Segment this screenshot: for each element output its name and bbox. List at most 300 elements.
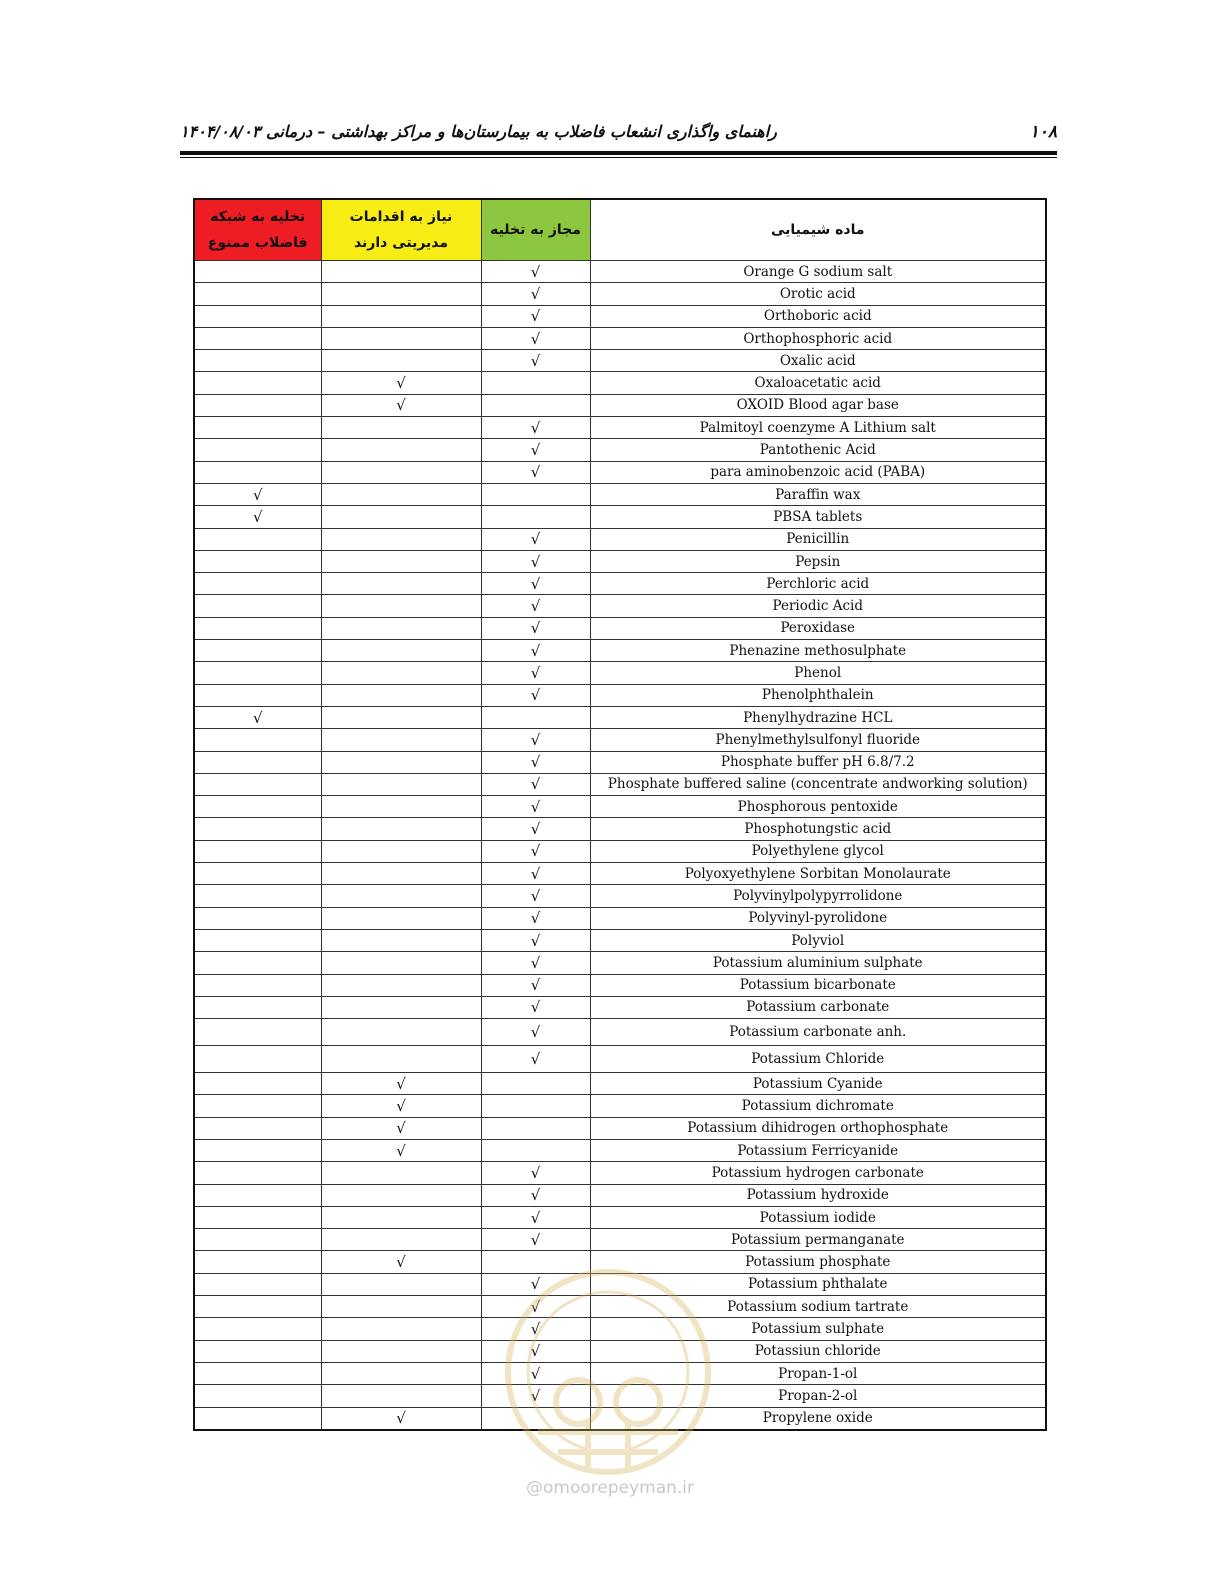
check-mark: √ <box>530 1050 541 1069</box>
check-cell-manage <box>321 573 481 595</box>
check-cell-banned <box>194 617 321 639</box>
check-cell-allowed <box>481 1385 590 1407</box>
table-row <box>194 1073 1046 1095</box>
check-cell-manage <box>321 840 481 862</box>
check-cell-manage <box>321 796 481 818</box>
chemical-name-cell: Pantothenic Acid <box>590 439 1046 461</box>
check-cell-banned <box>194 1073 321 1095</box>
check-cell-manage <box>321 372 481 394</box>
check-cell-allowed <box>481 1318 590 1340</box>
check-cell-manage <box>321 729 481 751</box>
check-cell-manage <box>321 1139 481 1161</box>
check-cell-allowed <box>481 751 590 773</box>
check-cell-manage <box>321 907 481 929</box>
check-mark: √ <box>396 1141 406 1160</box>
table-row <box>194 996 1046 1018</box>
check-cell-allowed <box>481 863 590 885</box>
check-cell-manage <box>321 1251 481 1273</box>
check-cell-banned <box>194 929 321 951</box>
check-cell-allowed <box>481 1340 590 1362</box>
check-cell-allowed <box>481 1407 590 1430</box>
table-row <box>194 550 1046 572</box>
table-row <box>194 840 1046 862</box>
check-mark: √ <box>530 1364 541 1383</box>
check-cell-banned <box>194 573 321 595</box>
check-cell-allowed <box>481 617 590 639</box>
check-cell-banned <box>194 483 321 505</box>
check-cell-manage <box>321 1273 481 1295</box>
check-mark: √ <box>530 1320 541 1338</box>
table-row <box>194 640 1046 662</box>
check-cell-banned <box>194 1273 321 1295</box>
check-cell-banned <box>194 996 321 1018</box>
check-cell-banned <box>194 840 321 862</box>
check-cell-manage <box>321 1206 481 1228</box>
table-row <box>194 305 1046 327</box>
check-cell-allowed <box>481 1073 590 1095</box>
check-cell-allowed <box>481 885 590 907</box>
chemical-name-cell: Polyviol <box>590 929 1046 951</box>
check-cell-banned <box>194 1095 321 1117</box>
check-mark: √ <box>530 1186 541 1205</box>
check-mark: √ <box>530 1023 541 1042</box>
check-cell-banned <box>194 1318 321 1340</box>
chemical-name-cell: Potassium phthalate <box>590 1273 1046 1295</box>
check-cell-allowed <box>481 818 590 840</box>
page-header <box>180 118 1057 148</box>
check-cell-manage <box>321 640 481 662</box>
check-mark: √ <box>396 374 406 393</box>
check-mark: √ <box>530 351 541 370</box>
check-cell-allowed <box>481 1019 590 1046</box>
check-mark: √ <box>530 1208 541 1227</box>
chemical-name-cell: Propylene oxide <box>590 1407 1046 1430</box>
check-cell-manage <box>321 952 481 974</box>
check-cell-manage <box>321 417 481 439</box>
check-cell-manage <box>321 885 481 907</box>
check-cell-banned <box>194 796 321 818</box>
check-cell-banned <box>194 1385 321 1407</box>
chemical-name-cell: Pepsin <box>590 550 1046 572</box>
table-row <box>194 1251 1046 1273</box>
column-header-banned: تخلیه به شبکه فاضلاب ممنوع <box>194 199 321 261</box>
table-row <box>194 1139 1046 1161</box>
table-row <box>194 350 1046 372</box>
table-row <box>194 483 1046 505</box>
check-mark: √ <box>530 842 541 861</box>
table-row <box>194 506 1046 528</box>
column-header-chemical: ماده شیمیایی <box>590 199 1046 261</box>
check-cell-manage <box>321 1117 481 1139</box>
check-cell-banned <box>194 506 321 528</box>
check-cell-manage <box>321 550 481 572</box>
chemical-name-cell: Potassium hydroxide <box>590 1184 1046 1206</box>
chemical-name-cell: Oxaloacetatic acid <box>590 372 1046 394</box>
check-mark: √ <box>530 552 541 571</box>
table-row <box>194 1318 1046 1340</box>
check-cell-allowed <box>481 1296 590 1318</box>
table-row <box>194 929 1046 951</box>
table-row <box>194 885 1046 907</box>
check-cell-banned <box>194 1340 321 1362</box>
table-row <box>194 283 1046 305</box>
check-cell-manage <box>321 350 481 372</box>
check-mark: √ <box>252 708 263 727</box>
table-row <box>194 907 1046 929</box>
chemical-name-cell: Polyvinylpolypyrrolidone <box>590 885 1046 907</box>
check-cell-banned <box>194 394 321 416</box>
table-row <box>194 1162 1046 1184</box>
check-mark: √ <box>530 1163 541 1182</box>
table-row <box>194 863 1046 885</box>
check-cell-allowed <box>481 1117 590 1139</box>
check-cell-manage <box>321 929 481 951</box>
check-cell-banned <box>194 372 321 394</box>
chemical-name-cell: Paraffin wax <box>590 483 1046 505</box>
chemical-name-cell: para aminobenzoic acid (PABA) <box>590 461 1046 483</box>
check-cell-allowed <box>481 305 590 327</box>
table-row <box>194 573 1046 595</box>
check-mark: √ <box>530 329 541 348</box>
watermark-text: @omoorepeyman.ir <box>525 1478 695 1498</box>
chemical-name-cell: Palmitoyl coenzyme A Lithium salt <box>590 417 1046 439</box>
check-cell-banned <box>194 1206 321 1228</box>
check-mark: √ <box>396 1097 406 1116</box>
check-cell-banned <box>194 974 321 996</box>
check-cell-banned <box>194 528 321 550</box>
check-cell-banned <box>194 885 321 907</box>
table-row <box>194 684 1046 706</box>
check-cell-allowed <box>481 952 590 974</box>
chemical-name-cell: Phenazine methosulphate <box>590 640 1046 662</box>
chemical-name-cell: Penicillin <box>590 528 1046 550</box>
check-cell-allowed <box>481 1251 590 1273</box>
check-cell-manage <box>321 684 481 706</box>
check-cell-banned <box>194 773 321 795</box>
chemical-name-cell: Orotic acid <box>590 283 1046 305</box>
check-cell-allowed <box>481 506 590 528</box>
chemical-name-cell: Potassium permanganate <box>590 1229 1046 1251</box>
check-cell-banned <box>194 1251 321 1273</box>
check-cell-allowed <box>481 483 590 505</box>
page-title: راهنمای واگذاری انشعاب فاضلاب به بیمارستان‌ها و مراکز بهداشتی – درمانی ۱۴۰۴/۰۸/۰۳ <box>180 122 777 141</box>
check-cell-allowed <box>481 261 590 283</box>
check-cell-banned <box>194 640 321 662</box>
check-cell-manage <box>321 461 481 483</box>
check-cell-manage <box>321 706 481 728</box>
check-cell-allowed <box>481 1184 590 1206</box>
check-mark: √ <box>530 753 541 772</box>
check-cell-allowed <box>481 840 590 862</box>
chemical-name-cell: Phenolphthalein <box>590 684 1046 706</box>
check-mark: √ <box>530 619 541 638</box>
check-cell-allowed <box>481 929 590 951</box>
check-cell-allowed <box>481 907 590 929</box>
chemical-name-cell: Peroxidase <box>590 617 1046 639</box>
check-cell-manage <box>321 1318 481 1340</box>
check-cell-allowed <box>481 1139 590 1161</box>
table-row <box>194 818 1046 840</box>
chemical-name-cell: Perchloric acid <box>590 573 1046 595</box>
check-cell-manage <box>321 305 481 327</box>
check-cell-banned <box>194 706 321 728</box>
table-row <box>194 1229 1046 1251</box>
check-mark: √ <box>530 953 541 972</box>
table-row <box>194 796 1046 818</box>
chemical-name-cell: Potassium sodium tartrate <box>590 1296 1046 1318</box>
check-mark: √ <box>530 1386 541 1405</box>
check-mark: √ <box>396 1119 406 1138</box>
table-row <box>194 974 1046 996</box>
check-cell-manage <box>321 483 481 505</box>
check-cell-allowed <box>481 1046 590 1073</box>
check-mark: √ <box>530 530 541 549</box>
check-mark: √ <box>530 775 541 794</box>
check-cell-allowed <box>481 974 590 996</box>
check-cell-manage <box>321 1046 481 1073</box>
chemical-name-cell: Potassium aluminium sulphate <box>590 952 1046 974</box>
check-cell-banned <box>194 1139 321 1161</box>
chemical-name-cell: Polyvinyl-pyrolidone <box>590 907 1046 929</box>
chemical-name-cell: Propan-2-ol <box>590 1385 1046 1407</box>
check-cell-banned <box>194 1184 321 1206</box>
table-row <box>194 439 1046 461</box>
chemical-name-cell: Phenylmethylsulfonyl fluoride <box>590 729 1046 751</box>
check-cell-allowed <box>481 773 590 795</box>
check-cell-manage <box>321 1362 481 1384</box>
check-cell-banned <box>194 907 321 929</box>
check-cell-allowed <box>481 439 590 461</box>
check-cell-allowed <box>481 796 590 818</box>
check-cell-allowed <box>481 350 590 372</box>
chemical-name-cell: Oxalic acid <box>590 350 1046 372</box>
check-cell-allowed <box>481 461 590 483</box>
check-mark: √ <box>530 886 541 905</box>
table-row <box>194 1407 1046 1430</box>
check-cell-manage <box>321 751 481 773</box>
check-cell-allowed <box>481 1095 590 1117</box>
table-row <box>194 1206 1046 1228</box>
check-mark: √ <box>530 909 541 928</box>
table-row <box>194 372 1046 394</box>
check-cell-manage <box>321 595 481 617</box>
table-row <box>194 1117 1046 1139</box>
check-cell-banned <box>194 1162 321 1184</box>
check-cell-banned <box>194 439 321 461</box>
check-cell-manage <box>321 662 481 684</box>
chemical-name-cell: Potassium dihidrogen orthophosphate <box>590 1117 1046 1139</box>
check-cell-banned <box>194 1019 321 1046</box>
header-rule-thick <box>180 151 1057 155</box>
check-cell-banned <box>194 729 321 751</box>
chemical-name-cell: Potassium carbonate <box>590 996 1046 1018</box>
chemical-name-cell: Phosphotungstic acid <box>590 818 1046 840</box>
check-cell-allowed <box>481 595 590 617</box>
table-row <box>194 461 1046 483</box>
check-cell-allowed <box>481 729 590 751</box>
chemical-name-cell: Phosphate buffer pH 6.8/7.2 <box>590 751 1046 773</box>
table-row <box>194 751 1046 773</box>
check-mark: √ <box>530 307 541 326</box>
check-cell-manage <box>321 1095 481 1117</box>
check-cell-manage <box>321 863 481 885</box>
chemical-name-cell: Potassium sulphate <box>590 1318 1046 1340</box>
chemical-name-cell: OXOID Blood agar base <box>590 394 1046 416</box>
check-cell-banned <box>194 684 321 706</box>
table-row <box>194 952 1046 974</box>
check-cell-allowed <box>481 662 590 684</box>
chemical-name-cell: Potassium dichromate <box>590 1095 1046 1117</box>
check-cell-banned <box>194 461 321 483</box>
check-cell-manage <box>321 261 481 283</box>
check-cell-banned <box>194 283 321 305</box>
table-row <box>194 729 1046 751</box>
check-cell-manage <box>321 1296 481 1318</box>
check-cell-allowed <box>481 1229 590 1251</box>
chemical-name-cell: Polyethylene glycol <box>590 840 1046 862</box>
table-row <box>194 1296 1046 1318</box>
check-cell-manage <box>321 996 481 1018</box>
table-row <box>194 1184 1046 1206</box>
table-row <box>194 773 1046 795</box>
chemical-name-cell: Orange G sodium salt <box>590 261 1046 283</box>
check-cell-allowed <box>481 394 590 416</box>
check-mark: √ <box>530 1297 541 1316</box>
table-row <box>194 261 1046 283</box>
check-cell-banned <box>194 1362 321 1384</box>
check-cell-banned <box>194 305 321 327</box>
check-cell-manage <box>321 439 481 461</box>
check-mark: √ <box>530 418 541 437</box>
check-cell-allowed <box>481 550 590 572</box>
header-rule-thin <box>180 157 1057 158</box>
check-mark: √ <box>396 396 406 415</box>
page-number: ۱۰۸ <box>1029 122 1057 142</box>
check-mark: √ <box>530 284 541 303</box>
chemical-name-cell: PBSA tablets <box>590 506 1046 528</box>
check-cell-banned <box>194 1296 321 1318</box>
table-row <box>194 706 1046 728</box>
chemical-name-cell: Potassiun chloride <box>590 1340 1046 1362</box>
table-row <box>194 1046 1046 1073</box>
table-row <box>194 1385 1046 1407</box>
chemical-name-cell: Potassium bicarbonate <box>590 974 1046 996</box>
check-cell-banned <box>194 662 321 684</box>
check-mark: √ <box>396 1074 406 1093</box>
check-mark: √ <box>530 686 541 705</box>
check-mark: √ <box>530 574 541 593</box>
chemical-name-cell: Periodic Acid <box>590 595 1046 617</box>
chemical-name-cell: Potassium carbonate anh. <box>590 1019 1046 1046</box>
check-cell-allowed <box>481 640 590 662</box>
check-cell-banned <box>194 751 321 773</box>
check-mark: √ <box>530 797 541 816</box>
check-cell-manage <box>321 1229 481 1251</box>
check-cell-manage <box>321 1184 481 1206</box>
check-mark: √ <box>530 998 541 1017</box>
check-mark: √ <box>530 663 541 682</box>
table-row <box>194 617 1046 639</box>
table-row <box>194 417 1046 439</box>
check-cell-manage <box>321 283 481 305</box>
check-cell-manage <box>321 974 481 996</box>
check-cell-banned <box>194 595 321 617</box>
table-row <box>194 327 1046 349</box>
check-cell-manage <box>321 1340 481 1362</box>
check-mark: √ <box>530 441 541 460</box>
check-mark: √ <box>252 485 263 504</box>
check-cell-manage <box>321 506 481 528</box>
check-mark: √ <box>530 730 541 749</box>
check-mark: √ <box>530 597 541 616</box>
column-header-manage: نیاز به اقدامات مدیریتی دارند <box>321 199 481 261</box>
table-row <box>194 528 1046 550</box>
check-cell-allowed <box>481 1273 590 1295</box>
check-cell-allowed <box>481 372 590 394</box>
chemical-name-cell: Polyoxyethylene Sorbitan Monolaurate <box>590 863 1046 885</box>
check-cell-banned <box>194 863 321 885</box>
chemical-name-cell: Potassium Ferricyanide <box>590 1139 1046 1161</box>
check-cell-allowed <box>481 283 590 305</box>
check-cell-manage <box>321 1385 481 1407</box>
table-row <box>194 1362 1046 1384</box>
table-row <box>194 394 1046 416</box>
check-mark: √ <box>530 1275 541 1294</box>
chemical-name-cell: Phenylhydrazine HCL <box>590 706 1046 728</box>
check-mark: √ <box>530 931 541 950</box>
chemical-table <box>193 198 1047 1431</box>
check-cell-manage <box>321 1407 481 1430</box>
check-cell-banned <box>194 261 321 283</box>
table-row <box>194 1095 1046 1117</box>
check-cell-manage <box>321 1019 481 1046</box>
table-row <box>194 662 1046 684</box>
check-cell-banned <box>194 1407 321 1430</box>
check-cell-manage <box>321 773 481 795</box>
check-cell-allowed <box>481 573 590 595</box>
table-body <box>194 261 1046 1430</box>
check-cell-manage <box>321 1073 481 1095</box>
check-mark: √ <box>252 507 263 526</box>
chemical-name-cell: Orthoboric acid <box>590 305 1046 327</box>
chemical-name-cell: Potassium Cyanide <box>590 1073 1046 1095</box>
check-cell-manage <box>321 1162 481 1184</box>
chemical-name-cell: Propan-1-ol <box>590 1362 1046 1384</box>
check-cell-manage <box>321 818 481 840</box>
check-cell-banned <box>194 1046 321 1073</box>
table-row <box>194 1019 1046 1046</box>
chemical-name-cell: Phosphate buffered saline (concentrate andworking solution) <box>590 773 1046 795</box>
chemical-name-cell: Potassium Chloride <box>590 1046 1046 1073</box>
check-mark: √ <box>530 976 541 995</box>
chemical-name-cell: Phosphorous pentoxide <box>590 796 1046 818</box>
check-cell-allowed <box>481 327 590 349</box>
check-mark: √ <box>530 463 541 482</box>
check-cell-allowed <box>481 1206 590 1228</box>
check-cell-allowed <box>481 1162 590 1184</box>
check-cell-banned <box>194 550 321 572</box>
check-cell-banned <box>194 1117 321 1139</box>
check-cell-allowed <box>481 996 590 1018</box>
check-mark: √ <box>530 820 541 839</box>
chemical-name-cell: Potassium iodide <box>590 1206 1046 1228</box>
check-mark: √ <box>396 1253 406 1272</box>
check-cell-allowed <box>481 684 590 706</box>
check-cell-manage <box>321 617 481 639</box>
table-row <box>194 595 1046 617</box>
check-cell-banned <box>194 327 321 349</box>
check-mark: √ <box>530 864 541 883</box>
